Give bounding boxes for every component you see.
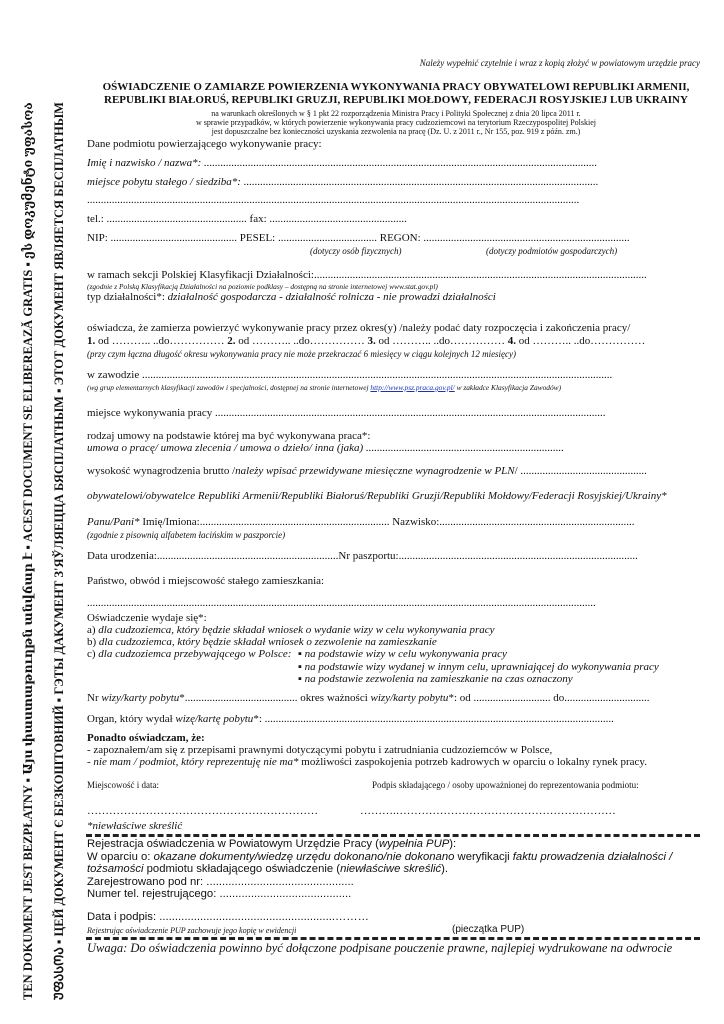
side-free-notice-2: ᲣᲤᲐᲡᲝᲐ ▪ ЦЕЙ ДОКУМЕНТ Є БЕЗКОШТОВНИЙ ▪ ГЭТЫ ДАКУМЕНТ З'ЯЎЛЯЕЦЦА БЯСПЛАТНЫМ ▪ ЭТОТ ДОКУМЕНТ ЯВЛЯЕТСЯ БЕСПЛАТНЫМ	[52, 102, 66, 1000]
suboption-residence-permit[interactable]: ▪ na podstawie zezwolenia na zamieszkanie na czas oznaczony	[298, 673, 573, 685]
issued-option-b[interactable]: b) dla cudzoziemca, który będzie składał wniosek o zezwolenie na zamieszkanie	[87, 636, 437, 648]
pesel-note: (dotyczy osób fizycznych)	[310, 246, 402, 256]
regon-note: (dotyczy podmiotów gospodarczych)	[486, 246, 618, 256]
name-field[interactable]: Imię i nazwisko / nazwa*: ...............................................................................................................................................	[87, 157, 598, 169]
pup-stamp: (pieczątka PUP)	[452, 924, 525, 935]
subtitle-line-1: na warunkach określonych w § 1 pkt 22 rozporządzenia Ministra Pracy i Polityki Społecznej z dnia 20 lipca 2011 r.	[211, 109, 581, 118]
address-extra-field[interactable]: ...................................................................................................................................................................................	[87, 194, 580, 206]
period-note: (przy czym łączna długość okresu wykonywania pracy nie może przekraczać 6 miesięcy w ciągu kolejnych 12 miesięcy)	[87, 349, 517, 359]
period-fields[interactable]: 1. od ……….. ..do…………… 2. od ……….. ..do…………… 3. od ……….. ..do…………… 4. od ……….. ..do……………	[87, 335, 646, 347]
klasyfikacja-link[interactable]: http://www.psz.praca.gov.pl/	[370, 383, 455, 392]
organ-field[interactable]: Organ, który wydał wizę/kartę pobytu*: ...............................................................................................................................	[87, 713, 614, 725]
profession-note: (wg grup elementarnych klasyfikacji zawodów i specjalności, dostępnej na stronie internetowej http://www.psz.praca.gov.pl/ w zakładce Klasyfikacja Zawodów)	[87, 383, 562, 392]
title-line-1: OŚWIADCZENIE O ZAMIARZE POWIERZENIA WYKONYWANIA PRACY OBYWATELOWI REPUBLIKI ARMENII,	[102, 81, 690, 93]
subtitle-line-2: w sprawie przypadków, w których powierzenie wykonywania pracy cudzoziemcowi na terytorium Rzeczypospolitej Polskiej	[195, 118, 597, 127]
place-date-label: Miejscowość i data:	[87, 780, 159, 790]
pkd-note: (zgodnie z Polską Klasyfikacją Działalności na poziomie podklasy – dostępną na stronie internetowej www.stat.gov.pl)	[87, 282, 438, 291]
address-field[interactable]: miejsce pobytu stałego / siedziba*: .................................................................................................................................	[87, 176, 599, 188]
birth-passport-field[interactable]: Data urodzenia:..................................................................Nr paszportu:.......................................................................................	[87, 550, 638, 562]
subtitle-line-3: jest dopuszczalne bez konieczności uzyskania zezwolenia na pracę (Dz. U. z 2011 r., Nr 155, poz. 919 z późn. zm.)	[211, 127, 581, 136]
residence-field[interactable]: .........................................................................................................................................................................................	[87, 597, 596, 609]
issued-option-c[interactable]: c) dla cudzoziemca przebywającego w Polsce:	[87, 648, 292, 660]
pup-verification: W oparciu o: okazane dokumenty/wiedzę urzędu dokonano/nie dokonano weryfikacji faktu prowadzenia działalności /	[87, 851, 673, 863]
signature-field[interactable]: ……….……………………………………………………	[360, 805, 616, 817]
place-date-field[interactable]: ………………………………………………………	[87, 805, 318, 817]
workplace-field[interactable]: miejsce wykonywania pracy ..............................................................................................................................................	[87, 407, 606, 419]
title-line-2: REPUBLIKI BIAŁORUŚ, REPUBLIKI GRUZJI, REPUBLIKI MOŁDOWY, FEDERACJI ROSYJSKIEJ LUB UKRAINY	[104, 94, 688, 106]
bottom-note: Uwaga: Do oświadczenia powinno być dołączone podpisane pouczenie prawne, najlepiej wydrukowane na odwrocie	[87, 941, 673, 955]
citizenship-options[interactable]: obywatelowi/obywatelce Republiki Armenii/Republiki Białoruś/Republiki Gruzji/Republiki Mołdowy/Federacji Rosyjskiej/Ukrainy*	[87, 490, 667, 502]
residence-label: Państwo, obwód i miejscowość stałego zamieszkania:	[87, 575, 325, 587]
pup-copy-note: Rejestrując oświadczenie PUP zachowuje jego kopię w ewidencji	[87, 926, 297, 935]
foreigner-name-field[interactable]: Panu/Pani* Imię/Imiona:..................................................................... Nazwisko:.......................................................................	[87, 516, 635, 528]
suboption-work-visa[interactable]: ▪ na podstawie wizy w celu wykonywania pracy	[298, 648, 507, 660]
employer-heading: Dane podmiotu powierzającego wykonywanie pracy:	[87, 138, 322, 150]
contract-options[interactable]: umowa o pracę/ umowa zlecenia / umowa o dzieło/ inna (jaka) ........................................................................	[87, 442, 564, 454]
salary-field[interactable]: wysokość wynagrodzenia brutto /należy wpisać przewidywane miesięczne wynagrodzenie w PLN/ ..............................................	[87, 465, 647, 477]
dashed-separator-top	[86, 834, 700, 837]
contract-label: rodzaj umowy na podstawie której ma być wykonywana praca*:	[87, 430, 371, 442]
dashed-separator-bottom	[86, 937, 700, 940]
pup-officer-phone[interactable]: Numer tel. rejestrującego: ..........................................	[87, 888, 352, 900]
issued-option-a[interactable]: a) dla cudzoziemca, który będzie składał wniosek o wydanie wizy w celu wykonywania pracy	[87, 624, 495, 636]
side-free-notice-1: TEN DOKUMENT JEST BEZPŁATNY ▪ Այս փաստաթուղթն անվճար է ▪ ACEST DOCUMENT SE ELIBEREAZĂ GRATIS ▪ ეს დოკუმენტი უფასოა	[21, 102, 35, 1000]
header-note: Należy wypełnić czytelnie i wraz z kopią złożyć w powiatowym urzędzie pracy	[419, 58, 700, 68]
visa-field[interactable]: Nr wizy/karty pobytu*......................................... okres ważności wizy/karty pobytu*: od ............................ do...............................	[87, 692, 650, 704]
declare-1: - zapoznałem/am się z przepisami prawnymi dotyczącymi pobytu i zatrudniania cudzoziemców w Polsce,	[87, 744, 553, 756]
pup-registration-number[interactable]: Zarejestrowano pod nr: ...............................................	[87, 876, 354, 888]
issued-c-suboptions[interactable]	[298, 648, 659, 686]
pup-date-signature[interactable]: Data i podpis: ........................................................………	[87, 911, 369, 923]
pup-verification-2: tożsamości podmiotu składającego oświadczenie (niewłaściwe skreślić).	[87, 863, 449, 875]
activity-type[interactable]: typ działalności*: działalność gospodarcza - działalność rolnicza - nie prowadzi działalności	[87, 291, 496, 303]
suboption-other-visa[interactable]: ▪ na podstawie wizy wydanej w innym celu, uprawniającej do wykonywania pracy	[298, 660, 659, 673]
declare-heading: Ponadto oświadczam, że:	[87, 732, 205, 744]
tel-fax-field[interactable]: tel.: ................................................... fax: ..................................................	[87, 213, 407, 225]
issued-label: Oświadczenie wydaje się*:	[87, 612, 207, 624]
period-label: oświadcza, że zamierza powierzyć wykonywanie pracy przez okres(y) /należy podać daty rozpoczęcia i zakończenia pracy/	[87, 322, 631, 334]
signature-label: Podpis składającego / osoby upoważnionej do reprezentowania podmiotu:	[372, 780, 639, 790]
pkd-field[interactable]: w ramach sekcji Polskiej Klasyfikacji Działalności:.........................................................................................................................	[87, 269, 647, 281]
person-note: (zgodnie z pisownią alfabetem łacińskim w paszporcie)	[87, 530, 286, 540]
nip-pesel-regon-field[interactable]: NIP: .............................................. PESEL: .................................... REGON: ...........................................................................	[87, 232, 630, 244]
profession-field[interactable]: w zawodzie ...........................................................................................................................................................................	[87, 369, 613, 381]
strike-note: *niewłaściwe skreślić	[87, 820, 183, 832]
declare-2[interactable]: - nie mam / podmiot, który reprezentuję nie ma* możliwości zaspokojenia potrzeb kadrowych w oparciu o lokalny rynek pracy.	[87, 756, 647, 768]
pup-heading: Rejestracja oświadczenia w Powiatowym Urzędzie Pracy (wypełnia PUP):	[87, 838, 457, 850]
